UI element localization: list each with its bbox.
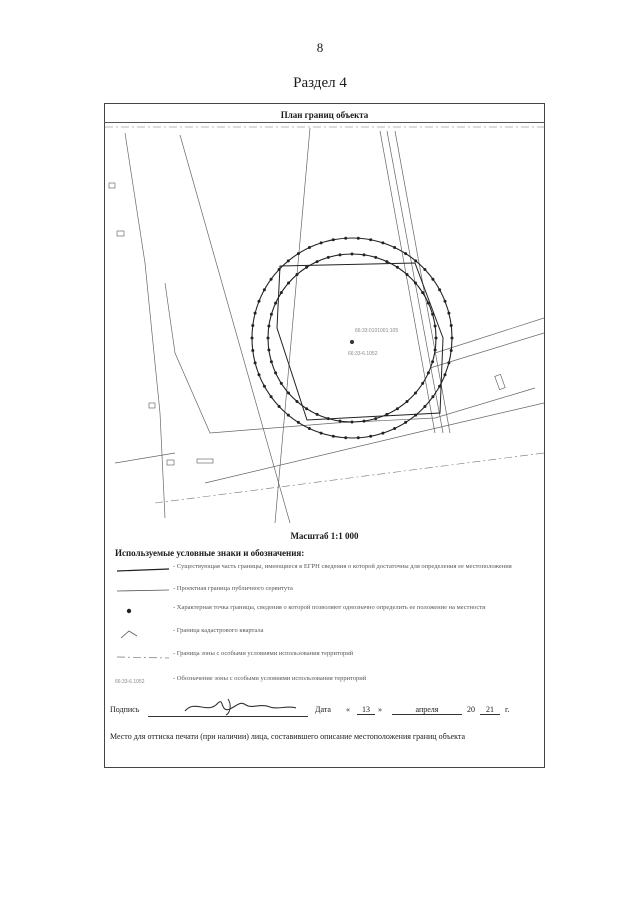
boundary-point xyxy=(421,291,424,294)
boundary-point xyxy=(393,246,396,249)
boundary-point xyxy=(263,288,266,291)
date-year-end: г. xyxy=(505,705,510,714)
boundary-point xyxy=(414,282,417,285)
boundary-point xyxy=(404,252,407,255)
boundary-point xyxy=(385,260,388,263)
boundary-point xyxy=(423,268,426,271)
zone-label-icon: 66:33-6.1052 xyxy=(115,679,145,685)
boundary-point xyxy=(297,421,300,424)
boundary-point xyxy=(369,435,372,438)
boundary-point xyxy=(339,253,342,256)
section-title: Раздел 4 xyxy=(293,75,347,91)
boundary-point xyxy=(444,373,447,376)
boundary-point xyxy=(451,337,454,340)
boundary-point xyxy=(316,260,319,263)
solid-line-icon xyxy=(115,562,171,576)
boundary-map xyxy=(105,123,544,523)
boundary-point xyxy=(308,427,311,430)
boundary-point xyxy=(267,337,270,340)
boundary-point xyxy=(320,432,323,435)
boundary-point xyxy=(351,421,354,424)
boundary-point xyxy=(274,302,277,305)
boundary-point xyxy=(270,360,273,363)
signature-label: Подпись xyxy=(110,705,140,714)
quarter-boundary-icon xyxy=(115,626,171,640)
boundary-point xyxy=(381,432,384,435)
black-dot-icon xyxy=(115,603,171,617)
date-label: Дата xyxy=(315,705,331,714)
boundary-point xyxy=(332,238,335,241)
boundary-point xyxy=(308,246,311,249)
boundary-point xyxy=(251,349,254,352)
boundary-point xyxy=(357,237,360,240)
boundary-point xyxy=(316,413,319,416)
boundary-point xyxy=(363,420,366,423)
boundary-point xyxy=(438,385,441,388)
boundary-point xyxy=(393,427,396,430)
date-open-quote: « xyxy=(346,705,350,714)
boundary-point xyxy=(296,400,299,403)
boundary-point xyxy=(287,392,290,395)
boundary-point xyxy=(447,361,450,364)
date-year-suffix: 21 xyxy=(480,705,500,715)
boundary-point xyxy=(406,400,409,403)
boundary-point xyxy=(278,405,281,408)
boundary-point xyxy=(280,382,283,385)
page-number: 8 xyxy=(316,40,324,55)
building-markers xyxy=(109,183,505,465)
boundary-point xyxy=(287,414,290,417)
boundary-point xyxy=(267,325,270,328)
boundary-point xyxy=(434,349,437,352)
boundary-point xyxy=(447,312,450,315)
boundary-point xyxy=(270,278,273,281)
boundary-point xyxy=(287,282,290,285)
legend-title: Используемые условные знаки и обозначения: xyxy=(115,548,305,558)
boundary-point xyxy=(332,435,335,438)
boundary-point xyxy=(450,324,453,327)
boundary-point xyxy=(434,325,437,328)
parcel-number-label: 66:33:0101001:105 xyxy=(355,328,399,334)
boundary-point xyxy=(438,288,441,291)
boundary-point xyxy=(431,313,434,316)
boundary-point xyxy=(305,407,308,410)
boundary-point xyxy=(396,266,399,269)
boundary-point xyxy=(369,238,372,241)
boundary-point xyxy=(344,436,347,439)
boundary-point xyxy=(274,371,277,374)
boundary-point xyxy=(423,405,426,408)
legend-text: - Граница зоны с особыми условиями использования территорий xyxy=(173,650,354,657)
signature-row xyxy=(110,705,540,721)
boundary-point xyxy=(357,436,360,439)
boundary-point xyxy=(278,268,281,271)
boundary-point xyxy=(305,266,308,269)
thin-line-icon xyxy=(115,584,171,598)
legend-text: - Существующая часть границы, имеющиеся в ЕГРН сведения о которой достаточны для определения ее местоположения xyxy=(173,563,512,570)
outer-servitude-boundary xyxy=(252,238,452,438)
boundary-point xyxy=(406,273,409,276)
center-point xyxy=(350,340,354,344)
boundary-point xyxy=(421,382,424,385)
boundary-point xyxy=(270,395,273,398)
boundary-point xyxy=(258,300,261,303)
boundary-point xyxy=(444,300,447,303)
boundary-point xyxy=(251,324,254,327)
date-month: апреля xyxy=(392,705,462,715)
zone-number-label: 66:33-6.1052 xyxy=(348,351,378,357)
zone-boundary-icon xyxy=(115,649,171,663)
boundary-point xyxy=(320,241,323,244)
boundary-point xyxy=(297,252,300,255)
boundary-point xyxy=(396,407,399,410)
map-scale: Масштаб 1:1 000 xyxy=(290,531,359,541)
boundary-point xyxy=(427,302,430,305)
plan-title: План границ объекта xyxy=(280,110,369,120)
inner-servitude-boundary xyxy=(268,254,436,422)
boundary-point xyxy=(374,256,377,259)
legend-text: - Характерная точка границы, сведения о которой позволяют однозначно определить ее положение на местности xyxy=(173,604,486,611)
date-year-prefix: 20 xyxy=(467,705,475,714)
boundary-point xyxy=(254,361,257,364)
boundary-point xyxy=(431,395,434,398)
boundary-point xyxy=(385,413,388,416)
boundary-point xyxy=(258,373,261,376)
date-close-quote: » xyxy=(378,705,382,714)
boundary-point xyxy=(251,337,254,340)
boundary-point xyxy=(327,417,330,420)
boundary-point xyxy=(263,385,266,388)
quarter-boundary xyxy=(105,127,544,503)
legend-text: - Проектная граница публичного сервитута xyxy=(173,585,293,592)
boundary-point xyxy=(374,417,377,420)
boundary-point xyxy=(381,241,384,244)
boundary-point xyxy=(363,253,366,256)
boundary-point xyxy=(327,256,330,259)
boundary-point xyxy=(254,312,257,315)
boundary-point xyxy=(414,414,417,417)
boundary-point xyxy=(450,349,453,352)
boundary-point xyxy=(296,273,299,276)
boundary-point xyxy=(280,291,283,294)
boundary-point xyxy=(414,392,417,395)
cadastral-lines xyxy=(115,128,544,523)
stamp-place-text: Место для оттиска печати (при наличии) лица, составившего описание местоположения границ объекта xyxy=(110,732,466,741)
legend-text: - Обозначение зоны с особыми условиями использования территорий xyxy=(173,675,367,682)
handwritten-signature xyxy=(180,695,300,717)
boundary-point xyxy=(414,259,417,262)
boundary-point xyxy=(435,337,438,340)
boundary-point xyxy=(339,420,342,423)
boundary-point xyxy=(344,237,347,240)
boundary-point xyxy=(427,371,430,374)
boundary-point xyxy=(404,421,407,424)
boundary-point xyxy=(267,349,270,352)
boundary-point xyxy=(287,259,290,262)
boundary-point xyxy=(431,278,434,281)
boundary-point xyxy=(351,253,354,256)
date-day: 13 xyxy=(357,705,375,715)
boundary-point xyxy=(431,360,434,363)
legend-text: - Граница кадастрового квартала xyxy=(173,627,264,634)
boundary-point xyxy=(270,313,273,316)
